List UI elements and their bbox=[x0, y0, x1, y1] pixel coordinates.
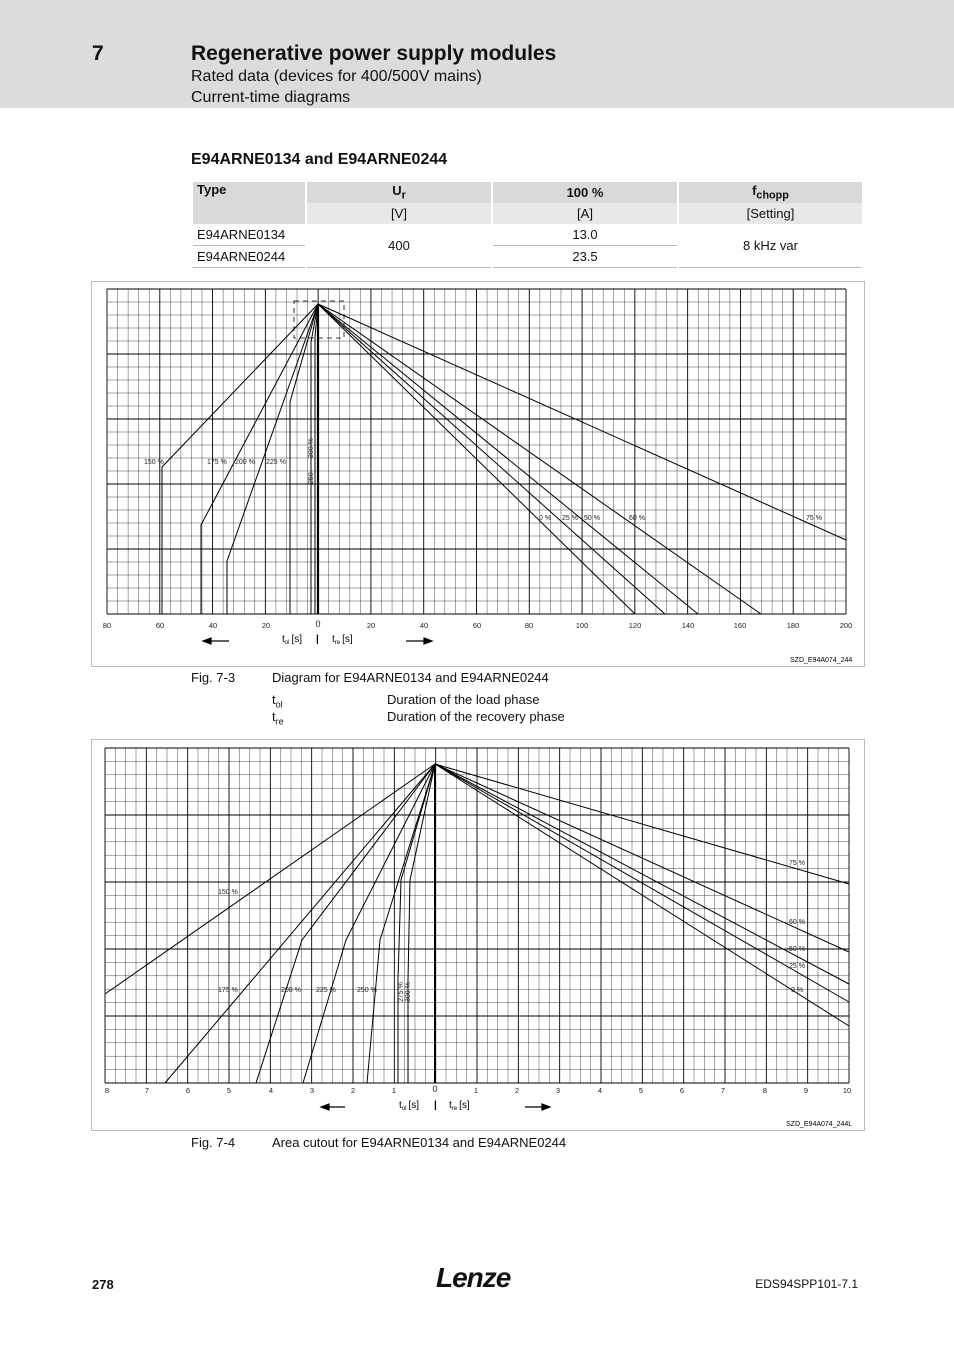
header-fchopp: $f_{chopp}$ bbox=[679, 182, 862, 203]
figure-2-grid bbox=[105, 748, 849, 1083]
x-tick: 8 bbox=[762, 1086, 768, 1095]
legend-tre-description: Duration of the recovery phase bbox=[387, 709, 565, 724]
load-curve-225 bbox=[290, 304, 318, 614]
x-tick: 5 bbox=[638, 1086, 644, 1095]
x-tick: 6 bbox=[679, 1086, 685, 1095]
figure-1-grid bbox=[107, 289, 846, 614]
x-tick: 3 bbox=[555, 1086, 561, 1095]
arrow-right-head bbox=[542, 1104, 550, 1110]
section-title: E94ARNE0134 and E94ARNE0244 bbox=[191, 151, 448, 168]
figure-2-caption: Area cutout for E94ARNE0134 and E94ARNE0244 bbox=[272, 1135, 567, 1150]
x-tick: 1 bbox=[391, 1086, 397, 1095]
figure-1-x-ticks bbox=[103, 619, 852, 630]
x-tick: 40 bbox=[419, 621, 429, 630]
legend-tol-description: Duration of the load phase bbox=[387, 692, 540, 707]
load-label: 225 % bbox=[266, 459, 286, 466]
voltage-cell: 400 bbox=[307, 224, 491, 268]
current-cell: 13.0 bbox=[493, 224, 677, 246]
x-tick: 40 bbox=[208, 621, 218, 630]
load-label: 275 % bbox=[398, 982, 405, 1002]
recovery-curve-25 bbox=[318, 304, 665, 614]
tol-axis-label: $t_{ol}$ [s] bbox=[399, 1100, 420, 1112]
x-tick-zero: 0 bbox=[432, 1084, 438, 1094]
header-type: Type bbox=[193, 182, 305, 224]
x-tick: 10 bbox=[842, 1086, 852, 1095]
chapter-number: 7 bbox=[92, 42, 104, 65]
recovery-label: 25 % bbox=[789, 963, 805, 970]
header-current: 100 % bbox=[493, 182, 677, 203]
x-tick: 60 bbox=[155, 621, 165, 630]
unit-voltage: [V] bbox=[307, 203, 491, 224]
load-label: 200 % bbox=[235, 459, 255, 466]
x-tick: 4 bbox=[597, 1086, 603, 1095]
x-tick: 2 bbox=[350, 1086, 356, 1095]
figure-1-diagram bbox=[92, 282, 864, 666]
x-tick: 3 bbox=[309, 1086, 315, 1095]
load-label: 150 % bbox=[218, 889, 238, 896]
arrow-right-head bbox=[424, 638, 432, 644]
page-number: 278 bbox=[92, 1277, 114, 1292]
load-label: 300 % bbox=[405, 982, 412, 1002]
figure-1-axis-labels bbox=[282, 634, 852, 664]
load-curve-300 bbox=[408, 764, 435, 1083]
load-label: 200 % bbox=[281, 987, 301, 994]
fchopp-cell: 8 kHz var bbox=[679, 224, 862, 268]
figure-2-image-id: SZD_E94A074_244L bbox=[786, 1121, 853, 1128]
load-label: 175 % bbox=[207, 459, 227, 466]
load-label: 250 % bbox=[357, 987, 377, 994]
recovery-curve-60 bbox=[318, 304, 761, 614]
x-tick: 1 bbox=[473, 1086, 479, 1095]
recovery-label: 0 % bbox=[791, 987, 804, 994]
figure-2-caption-number: Fig. 7-4 bbox=[191, 1135, 236, 1150]
load-label: 150 % bbox=[144, 459, 164, 466]
x-tick: 140 bbox=[681, 621, 695, 630]
x-tick: 2 bbox=[514, 1086, 520, 1095]
figure-1-frame bbox=[91, 281, 865, 667]
figure-1-caption-number: Fig. 7-3 bbox=[191, 670, 236, 685]
figure-2-x-ticks bbox=[105, 1084, 851, 1095]
subtitle-diagrams: Current-time diagrams bbox=[191, 89, 351, 106]
chapter-title: Regenerative power supply modules bbox=[191, 42, 557, 65]
x-tick: 8 bbox=[104, 1086, 110, 1095]
x-tick: 60 bbox=[472, 621, 482, 630]
legend-tre-symbol: $t_{re}$ bbox=[272, 709, 284, 727]
figure-2-diagram bbox=[92, 740, 864, 1130]
x-tick-zero: 0 bbox=[315, 619, 321, 629]
current-cell: 23.5 bbox=[493, 246, 677, 268]
recovery-label: 50 % bbox=[789, 946, 805, 953]
arrow-left-head bbox=[203, 638, 211, 644]
unit-current: [A] bbox=[493, 203, 677, 224]
x-tick: 160 bbox=[733, 621, 747, 630]
rated-data-table bbox=[191, 182, 864, 268]
load-curve-225 bbox=[303, 764, 435, 1083]
x-tick: 9 bbox=[803, 1086, 809, 1095]
axis-divider: | bbox=[434, 1100, 437, 1111]
header-voltage: $U_r$ bbox=[307, 182, 491, 203]
recovery-label: 60 % bbox=[789, 919, 805, 926]
x-tick: 20 bbox=[261, 621, 271, 630]
figure-2-axis-labels bbox=[399, 1100, 852, 1128]
document-id: EDS94SPP101-7.1 bbox=[755, 1277, 858, 1291]
axis-divider: | bbox=[316, 634, 319, 645]
type-cell: E94ARNE0244 bbox=[193, 246, 305, 268]
x-tick: 7 bbox=[144, 1086, 150, 1095]
tre-axis-label: $t_{re}$ [s] bbox=[332, 634, 353, 646]
recovery-label: 75 % bbox=[806, 515, 822, 522]
recovery-label: 0 % bbox=[539, 515, 552, 522]
tol-axis-label: $t_{ol}$ [s] bbox=[282, 634, 303, 646]
load-label: 175 % bbox=[218, 987, 238, 994]
load-label: 225 % bbox=[316, 987, 336, 994]
lenze-logo: Lenze bbox=[436, 1262, 511, 1293]
subtitle-rated-data: Rated data (devices for 400/500V mains) bbox=[191, 68, 482, 85]
load-label: 300 % bbox=[308, 438, 315, 458]
x-tick: 120 bbox=[628, 621, 642, 630]
figure-1-image-id: SZD_E94A074_244 bbox=[790, 657, 853, 664]
recovery-label: 25 % bbox=[562, 515, 578, 522]
x-tick: 80 bbox=[102, 621, 112, 630]
load-label: 250 bbox=[308, 472, 315, 484]
x-tick: 20 bbox=[366, 621, 376, 630]
figure-1-curves bbox=[162, 301, 846, 614]
x-tick: 180 bbox=[786, 621, 800, 630]
recovery-label: 75 % bbox=[789, 860, 805, 867]
legend-tol-symbol: $t_{ol}$ bbox=[272, 692, 283, 710]
x-tick: 5 bbox=[226, 1086, 232, 1095]
recovery-label: 50 % bbox=[584, 515, 600, 522]
x-tick: 200 bbox=[839, 621, 853, 630]
x-tick: 80 bbox=[524, 621, 534, 630]
x-tick: 4 bbox=[268, 1086, 274, 1095]
type-cell: E94ARNE0134 bbox=[193, 224, 305, 246]
load-curve-275 bbox=[398, 764, 435, 1083]
x-tick: 6 bbox=[185, 1086, 191, 1095]
arrow-left-head bbox=[321, 1104, 329, 1110]
recovery-label: 60 % bbox=[629, 515, 645, 522]
x-tick: 7 bbox=[720, 1086, 726, 1095]
figure-2-curve-labels bbox=[218, 860, 805, 1002]
x-tick: 100 bbox=[575, 621, 589, 630]
figure-2-frame bbox=[91, 739, 865, 1131]
unit-fchopp: [Setting] bbox=[679, 203, 862, 224]
tre-axis-label: $t_{re}$ [s] bbox=[449, 1100, 470, 1112]
figure-1-caption: Diagram for E94ARNE0134 and E94ARNE0244 bbox=[272, 670, 549, 685]
